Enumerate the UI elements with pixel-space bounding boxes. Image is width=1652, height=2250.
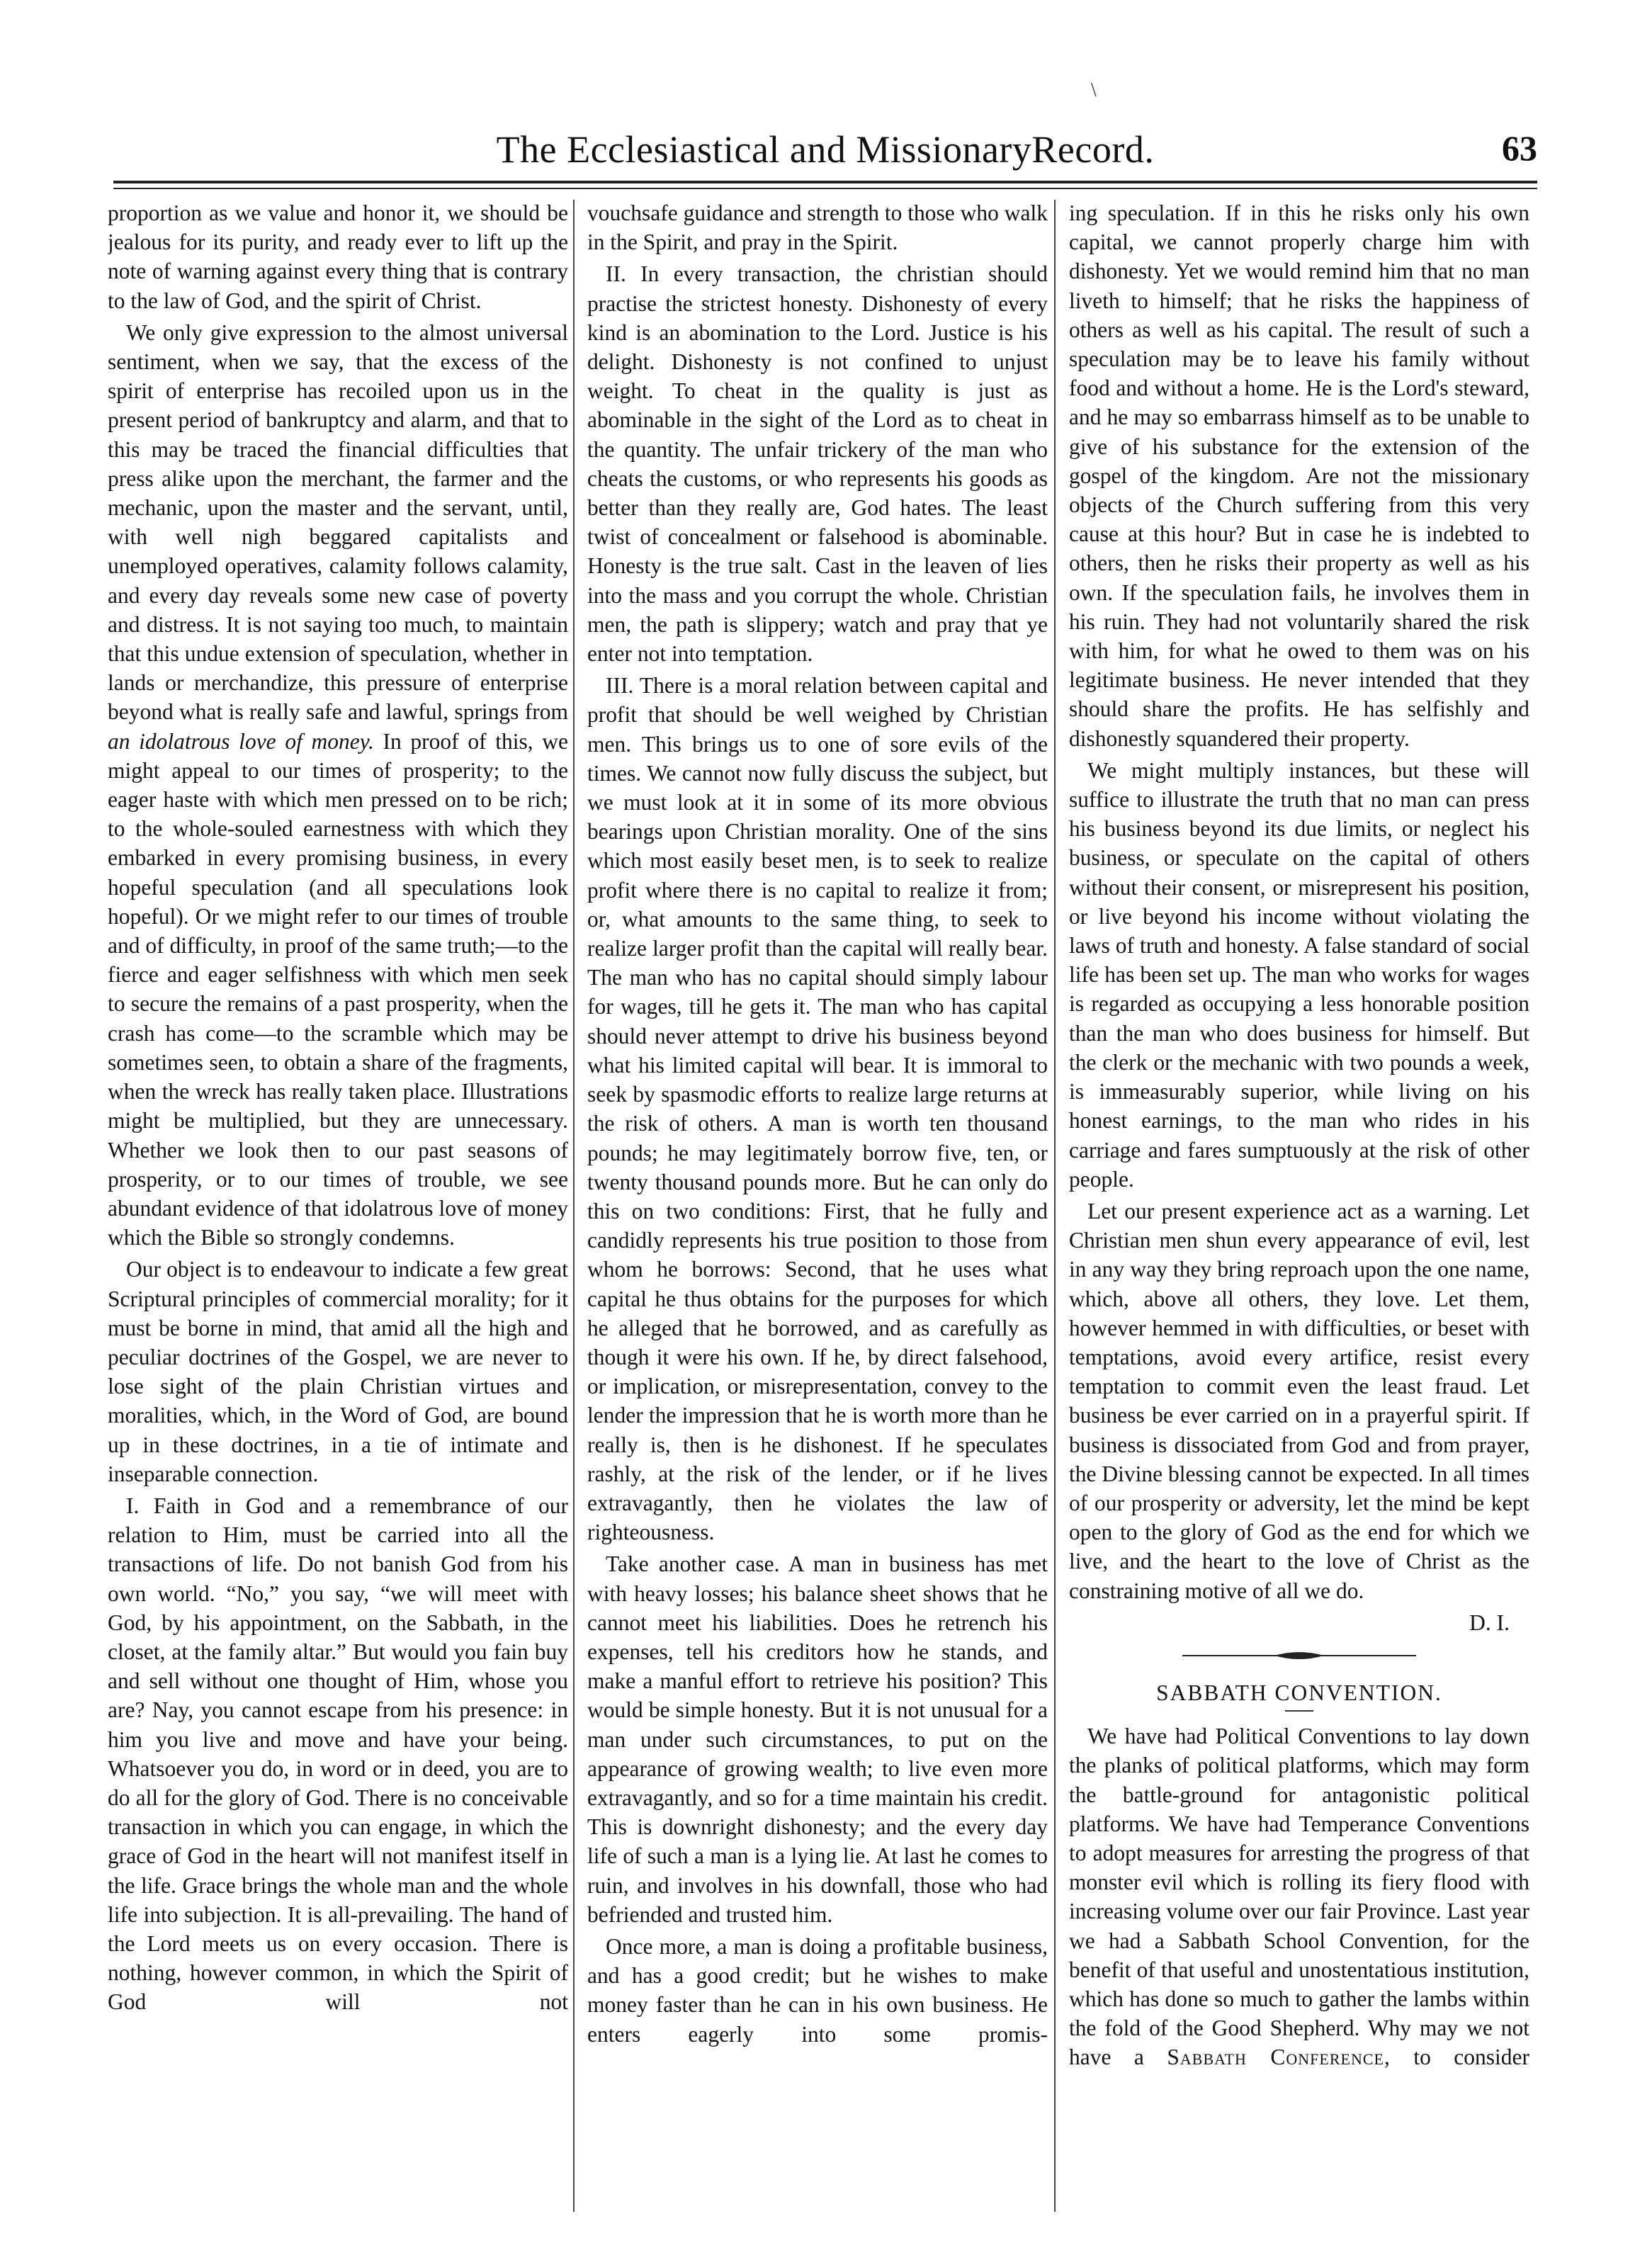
paragraph: Once more, a man is doing a profitable business, and has a good credit; but he wishes to make money faster than he can in his own business. He enters eagerly into some promis-: [587, 1933, 1048, 2047]
heading-underline: [1285, 1710, 1313, 1712]
section-heading: SABBATH CONVENTION.: [1156, 1680, 1442, 1705]
column-3: [1069, 198, 1529, 2217]
page-number: 63: [1502, 128, 1537, 168]
paragraph: Our object is to endeavour to indicate a few great Scriptural principles of commercial morality; for it must be borne in mind, that amid all the high and peculiar doctrines of the Gospel, we are never to lose sight of the plain Christian virtues and moralities, which, in the Word of God, are bound up in these doctrines, in a tie of intimate and inseparable connection.: [108, 1257, 568, 1486]
paragraph: II. In every transaction, the christian should practise the strictest honesty. Dishonesty of every kind is an abomination to the Lord. Justice is his delight. Dishonesty is not confined to unjust weight. To cheat in the quality is just as abominable in the sight of the Lord as to cheat in the quantity. The unfair trickery of the man who cheats the customs, or who represents his goods as better than they really are, God hates. The least twist of concealment or falsehood is abominable. Honesty is the true salt. Cast in the leaven of lies into the mass and you corrupt the whole. Christian men, the path is slippery; watch and pray that ye enter not into temptation.: [587, 261, 1048, 667]
paragraph: I. Faith in God and a remembrance of our relation to Him, must be carried into all the transactions of life. Do not banish God from his own world. “No,” you say, “we will meet with God, by his appointment, on the Sabbath, in the closet, at the family altar.” But would you fain buy and sell without one thought of Him, whose you are? Nay, you cannot escape from his presence: in him you live and move and have your being. Whatsoever you do, in word or in deed, you are to do all for the glory of God. There is no conceivable transaction in which you can engage, in which the grace of God in the heart will not manifest itself in the life. Grace brings the whole man and the whole life into subjection. It is all-prevailing. The hand of the Lord meets us on every occasion. There is nothing, however common, in which the Spirit of God will not: [108, 1493, 568, 2015]
running-title: The Ecclesiastical and MissionaryRecord.: [496, 128, 1155, 171]
paragraph-text: to consider: [1413, 2045, 1529, 2070]
column-divider-2: [1054, 200, 1056, 2212]
paragraph: [1069, 1722, 1529, 2071]
paragraph: vouchsafe guidance and strength to those who walk in the Spirit, and pray in the Spirit.: [587, 200, 1048, 255]
paragraph: ing speculation. If in this he risks only his own capital, we cannot properly charge him with dishonesty. Yet we would remind him that no man liveth to himself; that he risks the happiness of others as well as his capital. The result of such a speculation may be to leave his family without food and without a home. He is the Lord's steward, and he may so embarrass himself as to be unable to give of his substance for the extension of the gospel of the kingdom. Are not the missionary objects of the Church suffering from this very cause at this hour? But in case he is indebted to others, then he risks their property as well as his own. If the speculation fails, he involves them in his ruin. They had not voluntarily shared the risk with him, for what he owed to them was on his legitimate business. He never intended that they should share the profits. He has selfishly and dishonestly squandered their property.: [1069, 200, 1529, 751]
page-header: [113, 128, 1537, 177]
column-2: [587, 198, 1048, 2217]
paragraph: Let our present experience act as a warning. Let Christian men shun every appearance of evil, lest in any way they bring reproach upon the one name, which, above all others, they love. Let them, however hemmed in with difficulties, or beset with temptations, avoid every artifice, resist every temptation to commit even the least fraud. Let business be ever carried on in a prayerful spirit. If business is dissociated from God and from prayer, the Divine blessing cannot be expected. In all times of our prosperity or adversity, let the mind be kept open to the glory of God as the end for which we live, and the heart to the love of Christ as the constraining motive of all we do.: [1069, 1198, 1529, 1603]
header-rule-thin: [113, 188, 1537, 189]
paragraph-text: In proof of this, we might appeal to our times of prosperity; to the eager haste with which men pressed on to be rich; to the whole-souled earnestness with which they embarked in every promising business, in every hopeful speculation (and all speculations look hopeful). Or we might refer to our times of trouble and of difficulty, in proof of the same truth;—to the fierce and eager selfishness with which men seek to secure the remains of a past prosperity, when the crash has come—to the scramble which may be sometimes seen, to obtain a share of the fragments, when the wreck has really taken place. Illustrations might be multiplied, but they are unnecessary. Whether we look then to our past seasons of prosperity, or to our times of trouble, we see abundant evidence of that idolatrous love of money which the Bible so strongly condemns.: [108, 728, 568, 1250]
paragraph: Take another case. A man in business has met with heavy losses; his balance sheet shows that he cannot meet his liabilities. Does he retrench his expenses, tell his creditors how he stands, and make a manful effort to retrieve his position? This would be simple honesty. But it is not unusual for a man under such circumstances, to put on the appearance of growing wealth; to live even more extravagantly, and so for a time maintain his credit. This is downright dishonesty; and the every day life of such a man is a lying lie. At last he comes to ruin, and involves in his downfall, those who had befriended and trusted him.: [587, 1551, 1048, 1927]
paragraph: proportion as we value and honor it, we should be jealous for its purity, and ready ever to lift up the note of warning against every thing that is contrary to the law of God, and the spirit of Christ.: [108, 200, 568, 313]
emphasis-text: an idolatrous love of money.: [108, 728, 374, 754]
small-caps-text: Sabbath Conference,: [1167, 2045, 1391, 2070]
paragraph-text: We have had Political Conventions to lay down the planks of political platforms, which may form the battle-ground for antagonistic political platforms. We have had Temperance Conventions to adopt measures for arresting the progress of that monster evil which is rolling its fiery flood with increasing volume over our fair Province. Last year we had a Sabbath School Convention, for the benefit of that useful and unostentatious institution, which has done so much to gather the lambs within the fold of the Good Shepherd. Why may we not have a: [1069, 1724, 1529, 2070]
ornament-rule-icon: [1182, 1649, 1416, 1663]
stray-mark: \: [1091, 79, 1097, 101]
paragraph: III. There is a moral relation between capital and profit that should be well weighed by Christian men. This brings us to one of sore evils of the times. We cannot now fully discuss the subject, but we must look at it in some of its more obvious bearings upon Christian morality. One of the sins which most easily beset men, is to seek to realize profit where there is no capital to realize it from; or, what amounts to the same thing, to seek to realize larger profit than the capital will really bear. The man who has no capital should simply labour for wages, till he gets it. The man who has capital should never attempt to drive his business beyond what his limited capital will bear. It is immoral to seek by spasmodic efforts to realize large returns at the risk of others. A man is worth ten thousand pounds; he may legitimately borrow five, ten, or twenty thousand pounds more. But he can only do this on two conditions: First, that he fully and candidly represents his true position to those from whom he borrows: Second, that he uses what capital he thus obtains for the purposes for which he alleged that he borrowed, and as carefully as though it were his own. If he, by direct falsehood, or implication, or misrepresentation, convey to the lender the impression that he is worth more than he really is, then is he dishonest. If he speculates rashly, at the risk of the lender, or if he lives extravagantly, then he violates the law of righteousness.: [587, 673, 1048, 1545]
author-signature: D. I.: [1469, 1610, 1510, 1635]
section-divider-ornament: [1069, 1643, 1529, 1674]
column-divider-1: [573, 200, 575, 2212]
column-1: [108, 198, 568, 2217]
paragraph-text: We only give expression to the almost universal sentiment, when we say, that the excess of the spirit of enterprise has recoiled upon us in the present period of bankruptcy and alarm, and that to this may be traced the financial difficulties that press alike upon the merchant, the farmer and the mechanic, upon the master and the servant, until, with well nigh beggared capitalists and unemployed operatives, calamity follows calamity, and every day reveals some new case of poverty and distress. It is not saying too much, to maintain that this undue extension of speculation, whether in lands or merchandize, this pressure of enterprise beyond what is really safe and lawful, springs from: [108, 320, 568, 725]
paragraph: [108, 318, 568, 1253]
header-rule-thick: [113, 181, 1537, 183]
paragraph: We might multiply instances, but these will suffice to illustrate the truth that no man can press his business beyond its due limits, or neglect his business, or speculate on the capital of others without their consent, or misrepresent his position, or live beyond his income without violating the laws of truth and honesty. A false standard of social life has been set up. The man who works for wages is regarded as occupying a less honorable position than the man who does business for himself. But the clerk or the mechanic with two pounds a week, is immeasurably superior, while living on his honest earnings, to the man who rides in his carriage and fares sumptuously at the risk of other people.: [1069, 757, 1529, 1192]
